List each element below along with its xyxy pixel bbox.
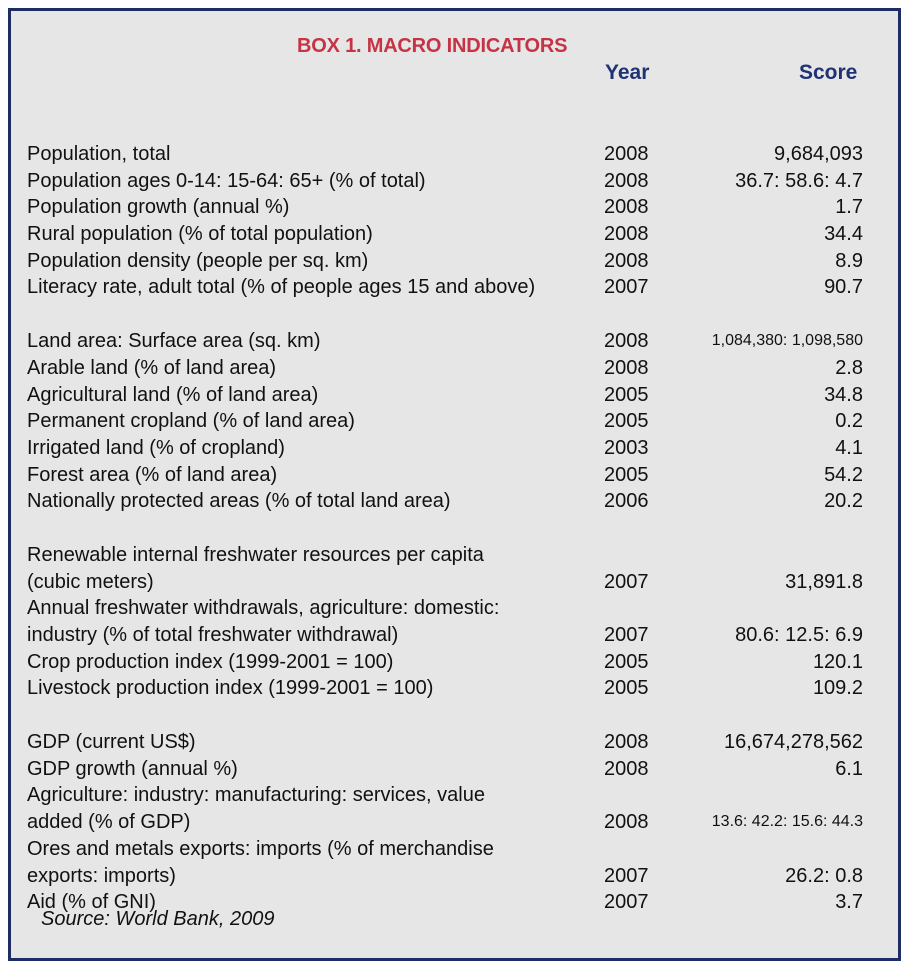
indicator-row <box>27 221 867 248</box>
indicator-label: Crop production index (1999-2001 = 100) <box>27 650 394 673</box>
indicator-row <box>27 836 867 863</box>
indicator-year: 2007 <box>604 570 649 593</box>
box-title: BOX 1. MACRO INDICATORS <box>297 35 568 57</box>
indicator-year: 2008 <box>604 757 649 780</box>
indicator-label: Land area: Surface area (sq. km) <box>27 330 321 353</box>
indicator-score: 1.7 <box>835 196 863 219</box>
indicator-score: 34.8 <box>824 383 863 406</box>
indicator-label: Arable land (% of land area) <box>27 356 277 379</box>
indicator-row <box>27 782 867 809</box>
indicator-year: 2006 <box>604 490 649 513</box>
indicator-year: 2008 <box>604 196 649 219</box>
indicator-score: 90.7 <box>824 276 863 299</box>
group-spacer <box>27 702 867 729</box>
indicator-label: Ores and metals exports: imports (% of merchandise <box>27 837 494 860</box>
indicator-score: 6.1 <box>835 757 863 780</box>
indicator-row <box>27 649 867 676</box>
indicator-label: Population, total <box>27 143 171 165</box>
year-column-header: Year <box>605 61 650 84</box>
indicator-row <box>27 595 867 622</box>
indicator-year: 2005 <box>604 650 649 673</box>
indicator-label: GDP (current US$) <box>27 731 196 754</box>
indicator-label: GDP growth (annual %) <box>27 757 238 780</box>
indicator-label: Annual freshwater withdrawals, agriculture: domestic: <box>27 597 500 620</box>
indicator-label: Forest area (% of land area) <box>27 463 278 486</box>
indicator-label: exports: imports) <box>27 864 176 887</box>
indicator-score: 2.8 <box>835 356 863 379</box>
indicator-label: Population density (people per sq. km) <box>27 249 369 272</box>
indicator-year: 2003 <box>604 436 649 459</box>
indicator-year: 2007 <box>604 624 649 646</box>
indicator-row <box>27 488 867 515</box>
indicator-score: 31,891.8 <box>785 570 863 593</box>
indicator-year: 2008 <box>604 249 649 272</box>
indicator-year: 2005 <box>604 677 649 700</box>
indicator-row <box>27 462 867 489</box>
indicator-year: 2008 <box>604 356 649 379</box>
indicator-score: 3.7 <box>835 891 863 914</box>
indicator-label: added (% of GDP) <box>27 811 191 834</box>
indicator-label: Renewable internal freshwater resources per capita <box>27 543 484 566</box>
indicator-year: 2008 <box>604 731 649 754</box>
indicator-label: Population ages 0-14: 15-64: 65+ (% of total) <box>27 169 426 192</box>
indicator-row <box>27 355 867 382</box>
indicator-score: 109.2 <box>812 677 863 700</box>
indicator-label: Agricultural land (% of land area) <box>27 383 319 406</box>
indicator-label: Rural population (% of total population) <box>27 223 373 246</box>
source-note: Source: World Bank, 2009 <box>41 908 275 930</box>
indicator-label: Agriculture: industry: manufacturing: services, value <box>27 784 485 807</box>
indicator-label: Literacy rate, adult total (% of people ages 15 and above) <box>27 276 536 299</box>
indicator-row <box>27 809 867 836</box>
indicator-score: 9,684,093 <box>774 143 863 165</box>
indicator-score: 36.7: 58.6: 4.7 <box>735 169 863 192</box>
indicator-score: 8.9 <box>835 249 863 272</box>
indicator-year: 2008 <box>604 330 649 353</box>
group-spacer <box>27 301 867 328</box>
indicator-row <box>27 382 867 409</box>
indicator-label: Nationally protected areas (% of total land area) <box>27 490 451 513</box>
indicator-score: 16,674,278,562 <box>723 731 863 754</box>
indicator-row <box>27 622 867 649</box>
indicator-label: Population growth (annual %) <box>27 196 290 219</box>
indicator-score: 20.2 <box>824 490 863 513</box>
indicator-year: 2007 <box>604 891 649 914</box>
indicator-score: 4.1 <box>835 436 863 459</box>
indicator-label: Aid (% of GNI) <box>27 891 156 914</box>
indicator-year: 2005 <box>604 463 649 486</box>
indicator-year: 2005 <box>604 383 649 406</box>
indicator-year: 2008 <box>604 223 649 246</box>
indicator-score: 13.6: 42.2: 15.6: 44.3 <box>711 813 863 831</box>
indicator-row <box>27 542 867 569</box>
indicator-row <box>27 729 867 756</box>
indicator-score: 80.6: 12.5: 6.9 <box>735 624 863 646</box>
group-spacer <box>27 515 867 542</box>
indicator-score: 54.2 <box>824 463 863 486</box>
indicator-score: 0.2 <box>835 410 863 433</box>
indicator-year: 2007 <box>604 276 649 299</box>
indicator-year: 2008 <box>604 143 649 165</box>
indicator-year: 2007 <box>604 864 649 887</box>
indicator-row <box>27 569 867 596</box>
indicator-row <box>27 328 867 355</box>
indicator-label: Permanent cropland (% of land area) <box>27 410 355 433</box>
indicator-row <box>27 168 867 195</box>
indicator-table <box>27 141 867 916</box>
indicator-row <box>27 194 867 221</box>
indicator-row <box>27 863 867 890</box>
indicator-row <box>27 756 867 783</box>
score-column-header: Score <box>799 61 858 84</box>
indicator-row <box>27 435 867 462</box>
indicator-label: Livestock production index (1999-2001 = 100) <box>27 677 434 700</box>
indicator-row <box>27 408 867 435</box>
indicator-year: 2008 <box>604 811 649 834</box>
indicator-label: industry (% of total freshwater withdrawal) <box>27 624 399 646</box>
indicator-year: 2008 <box>604 169 649 192</box>
indicator-row <box>27 248 867 275</box>
indicator-label: Irrigated land (% of cropland) <box>27 436 285 459</box>
indicator-score: 26.2: 0.8 <box>785 864 863 887</box>
indicator-box <box>8 8 901 961</box>
indicator-row <box>27 141 867 168</box>
indicator-row <box>27 274 867 301</box>
indicator-score: 34.4 <box>824 223 863 246</box>
indicator-year: 2005 <box>604 410 649 433</box>
indicator-label: (cubic meters) <box>27 570 154 593</box>
indicator-row <box>27 675 867 702</box>
indicator-score: 120.1 <box>812 650 863 673</box>
indicator-score: 1,084,380: 1,098,580 <box>711 332 863 350</box>
